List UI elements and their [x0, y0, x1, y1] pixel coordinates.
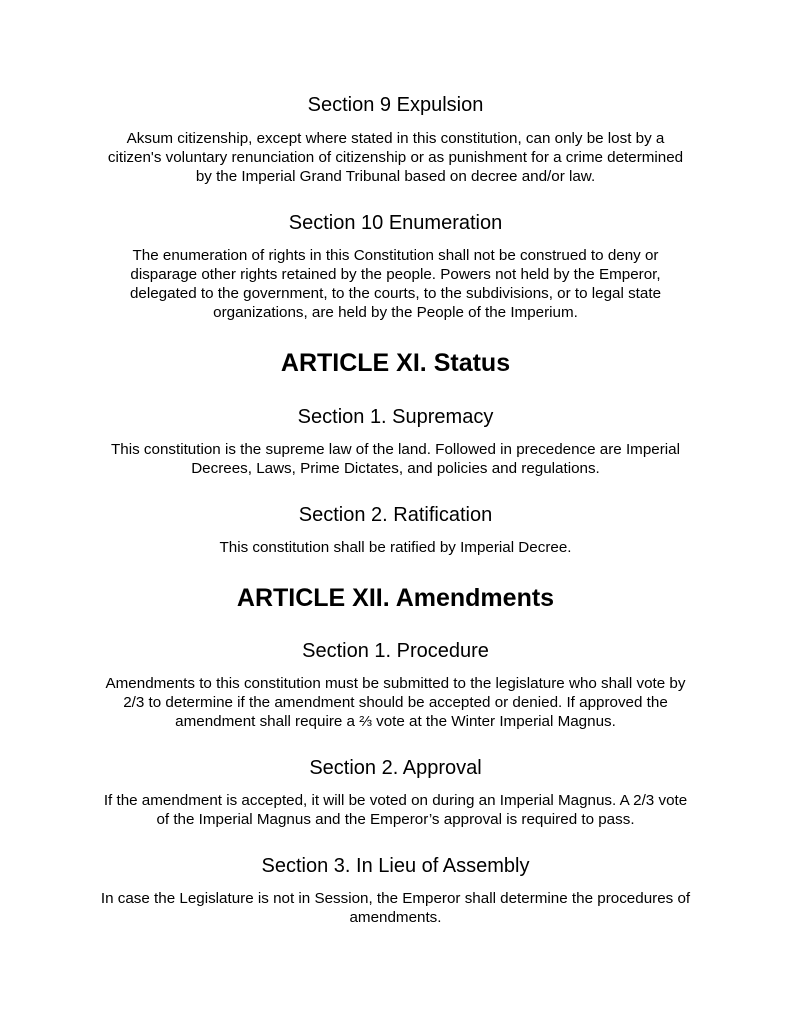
section-title: Section 1. Procedure [302, 640, 489, 662]
article-title: ARTICLE XII. Amendments [236, 584, 555, 612]
paragraph-line: Amendments to this constitution must be submitted to the legislature who shall vote by [105, 675, 686, 692]
paragraph-line: This constitution is the supreme law of the land. Followed in precedence are Imperial [111, 441, 680, 458]
article-11-section-2-heading [0, 503, 791, 527]
paragraph-line: This constitution shall be ratified by Imperial Decree. [219, 539, 572, 556]
paragraph-line: 2/3 to determine if the amendment should be accepted or denied. If approved the [123, 694, 668, 711]
paragraph [0, 538, 791, 557]
article-12-section-3-heading [0, 854, 791, 878]
section-title: Section 2. Approval [309, 757, 482, 779]
section-10-heading [0, 211, 791, 235]
paragraph [0, 246, 791, 322]
article-11-section-1-heading [0, 405, 791, 429]
paragraph-line: The enumeration of rights in this Constitution shall not be construed to deny or [132, 247, 659, 264]
paragraph-line: delegated to the government, to the courts, to the subdivisions, or to legal state [129, 285, 662, 302]
paragraph-line: disparage other rights retained by the people. Powers not held by the Emperor, [130, 266, 661, 283]
paragraph [0, 889, 791, 927]
paragraph-line: by the Imperial Grand Tribunal based on decree and/or law. [195, 168, 596, 185]
article-11-section-1-body [0, 440, 791, 478]
paragraph-line: In case the Legislature is not in Session, the Emperor shall determine the procedures of [100, 890, 691, 907]
section-title: Section 9 Expulsion [307, 94, 484, 116]
article-12-section-1-body [0, 674, 791, 731]
section-9-body [0, 129, 791, 186]
article-12-section-2-body [0, 791, 791, 829]
paragraph [0, 129, 791, 186]
paragraph-line: citizen's voluntary renunciation of citizenship or as punishment for a crime determined [107, 149, 684, 166]
paragraph-line: Decrees, Laws, Prime Dictates, and policies and regulations. [191, 460, 600, 477]
paragraph-line: organizations, are held by the People of the Imperium. [213, 304, 578, 321]
article-12-section-2-heading [0, 756, 791, 780]
section-title: Section 1. Supremacy [297, 406, 494, 428]
article-12-section-1-heading [0, 639, 791, 663]
paragraph [0, 440, 791, 478]
paragraph [0, 674, 791, 731]
section-9-heading [0, 93, 791, 117]
paragraph-line: amendment shall require a ⅔ vote at the Winter Imperial Magnus. [175, 713, 616, 730]
paragraph-line: of the Imperial Magnus and the Emperor’s approval is required to pass. [156, 811, 635, 828]
article-title: ARTICLE XI. Status [280, 349, 511, 377]
article-11-section-2-body [0, 538, 791, 557]
section-10-body [0, 246, 791, 322]
paragraph-line: Aksum citizenship, except where stated in this constitution, can only be lost by a [126, 130, 665, 147]
article-12-section-3-body [0, 889, 791, 927]
section-title: Section 3. In Lieu of Assembly [261, 855, 530, 877]
paragraph-line: amendments. [349, 909, 442, 926]
paragraph-line: If the amendment is accepted, it will be voted on during an Imperial Magnus. A 2/3 vote [103, 792, 688, 809]
section-title: Section 10 Enumeration [288, 212, 503, 234]
paragraph [0, 791, 791, 829]
section-title: Section 2. Ratification [298, 504, 493, 526]
article-11-heading [0, 348, 791, 378]
article-12-heading [0, 583, 791, 613]
